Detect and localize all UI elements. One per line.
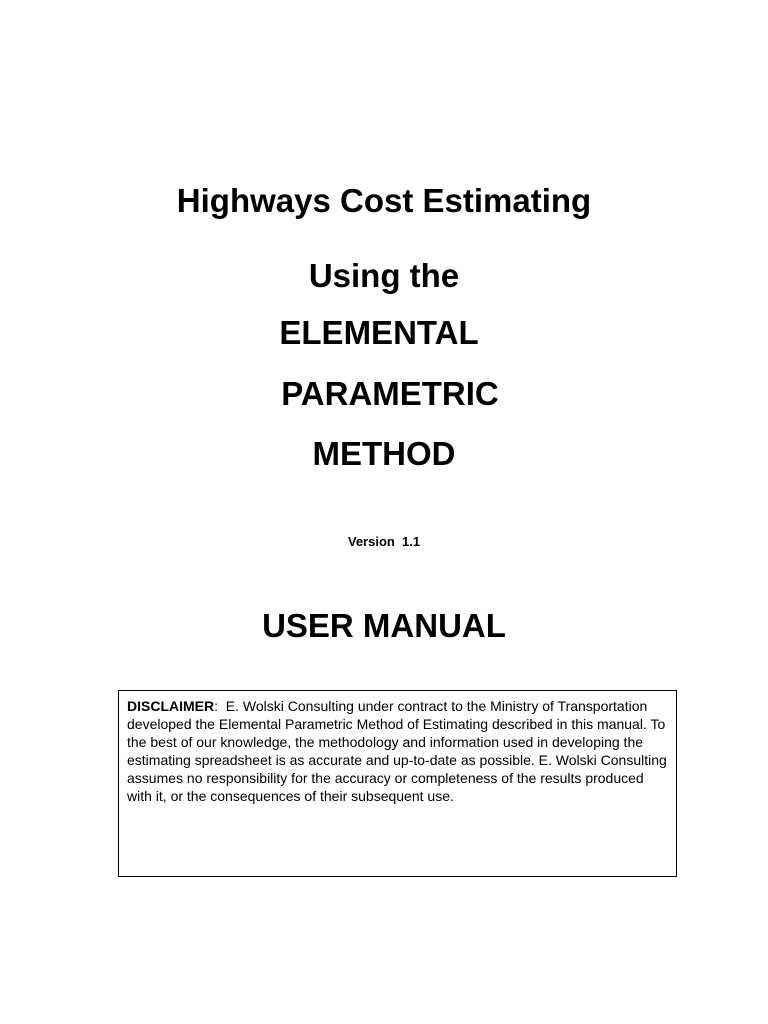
manual-title: USER MANUAL — [262, 607, 506, 644]
version-label: Version 1.1 — [347, 534, 421, 549]
document-title-line-4: PARAMETRIC — [281, 375, 499, 412]
document-title-line-3: ELEMENTAL — [279, 314, 479, 351]
disclaimer-separator: : — [214, 698, 226, 714]
disclaimer-label: DISCLAIMER — [127, 698, 215, 714]
document-title-line-1: Highways Cost Estimating — [176, 182, 592, 219]
disclaimer-box — [118, 690, 677, 877]
document-title-line-5: METHOD — [312, 435, 456, 472]
disclaimer-text: E. Wolski Consulting under contract to the Ministry of Transportation developed the Elemental Parametric Method of Estimating described in this manual. To the best of our knowledge, the methodology and information used in developing the estimating spreadsheet is as accurate and up-to-date as possible. E. Wolski Consulting assumes no responsibility for the accuracy or completeness of the results produced with it, or the consequences of their subsequent use. — [127, 698, 667, 804]
document-title-line-2: Using the — [308, 257, 460, 294]
